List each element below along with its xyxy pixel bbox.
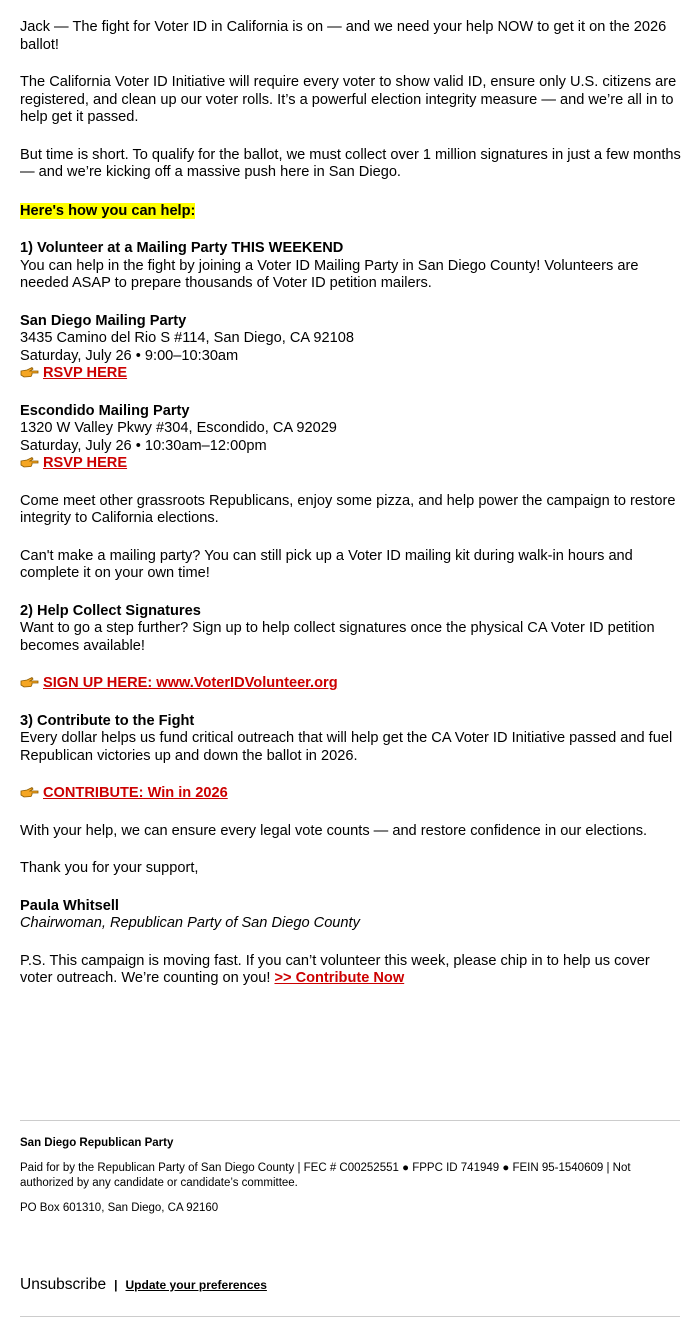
unsubscribe-link[interactable]: Unsubscribe [20, 1276, 107, 1293]
footer-address: PO Box 601310, San Diego, CA 92160 [20, 1202, 219, 1214]
rsvp-row [20, 455, 127, 471]
rsvp-escondido-link[interactable]: RSVP HERE [43, 455, 128, 471]
step3-title: 3) Contribute to the Fight [20, 712, 195, 729]
event-address: 3435 Camino del Rio S #114, San Diego, CA 92108 [20, 330, 354, 346]
pointing-hand-icon [20, 456, 39, 468]
event-name: Escondido Mailing Party [20, 402, 190, 419]
step1-title: 1) Volunteer at a Mailing Party THIS WEEKEND [20, 240, 344, 256]
event-time: Saturday, July 26 • 10:30am–12:00pm [20, 437, 267, 454]
step1-body: You can help in the fight by joining a Voter ID Mailing Party in San Diego County! Volunteers are needed ASAP to prepare thousands of Voter ID petition mailers. [20, 257, 639, 291]
separator: | [114, 1278, 118, 1292]
event-san-diego [20, 313, 682, 383]
step3-body: Every dollar helps us fund critical outreach that will help get the CA Voter ID Initiative passed and fuel Republican victories up and down the ballot in 2026. [20, 730, 673, 764]
mailing-kit-paragraph: Can't make a mailing party? You can still pick up a Voter ID mailing kit during walk-in hours and complete it on your own time! [20, 547, 633, 581]
signup-row [20, 675, 682, 693]
signer-name: Paula Whitsell [20, 897, 119, 914]
urgency-paragraph: But time is short. To qualify for the ballot, we must collect over 1 million signatures in just a few months — and we’re kicking off a massive push here in San Diego. [20, 146, 681, 180]
footer-org: San Diego Republican Party [20, 1137, 174, 1149]
footer-disclaimer: Paid for by the Republican Party of San Diego County | FEC # C00252551 ● FPPC ID 741949 ● FEIN 95-1540609 | Not authorized by any candidate or candidate’s committee. [20, 1162, 631, 1189]
pizza-paragraph: Come meet other grassroots Republicans, enjoy some pizza, and help power the campaign to restore integrity to California elections. [20, 492, 676, 526]
ps-paragraph [20, 953, 682, 988]
unsubscribe-row [20, 1276, 267, 1294]
closing-paragraph: With your help, we can ensure every legal vote counts — and restore confidence in our elections. [20, 822, 648, 839]
footer [20, 1120, 680, 1216]
step2-title: 2) Help Collect Signatures [20, 602, 201, 619]
help-heading: Here's how you can help: [20, 202, 196, 219]
rsvp-san-diego-link[interactable]: RSVP HERE [43, 365, 128, 381]
event-name: San Diego Mailing Party [20, 312, 187, 329]
pointing-hand-icon [20, 676, 39, 688]
pointing-hand-icon [20, 786, 39, 798]
event-escondido [20, 403, 682, 473]
rsvp-row [20, 365, 127, 381]
signer-title: Chairwoman, Republican Party of San Diego County [20, 915, 360, 931]
contribute-now-link[interactable]: >> Contribute Now [274, 970, 405, 986]
bottom-divider [20, 1316, 680, 1317]
step2-body: Want to go a step further? Sign up to help collect signatures once the physical CA Voter ID petition becomes available! [20, 620, 655, 654]
pointing-hand-icon [20, 366, 39, 378]
email-body [20, 19, 682, 988]
ps-text: P.S. This campaign is moving fast. If you can’t volunteer this week, please chip in to help us cover voter outreach. We’re counting on you! [20, 952, 650, 986]
event-address: 1320 W Valley Pkwy #304, Escondido, CA 92029 [20, 420, 337, 436]
event-time: Saturday, July 26 • 9:00–10:30am [20, 347, 239, 364]
thanks-line: Thank you for your support, [20, 860, 199, 876]
contribute-link[interactable]: CONTRIBUTE: Win in 2026 [43, 785, 228, 801]
contribute-row [20, 785, 682, 803]
signup-link[interactable]: SIGN UP HERE: www.VoterIDVolunteer.org [43, 675, 338, 691]
update-preferences-link[interactable]: Update your preferences [125, 1278, 267, 1292]
intro-paragraph: Jack — The fight for Voter ID in California is on — and we need your help NOW to get it on the 2026 ballot! [20, 19, 667, 53]
initiative-paragraph: The California Voter ID Initiative will require every voter to show valid ID, ensure only U.S. citizens are registered, and clean up our voter rolls. It’s a powerful election integrity measure — and we’re all in to help get it passed. [20, 74, 677, 125]
